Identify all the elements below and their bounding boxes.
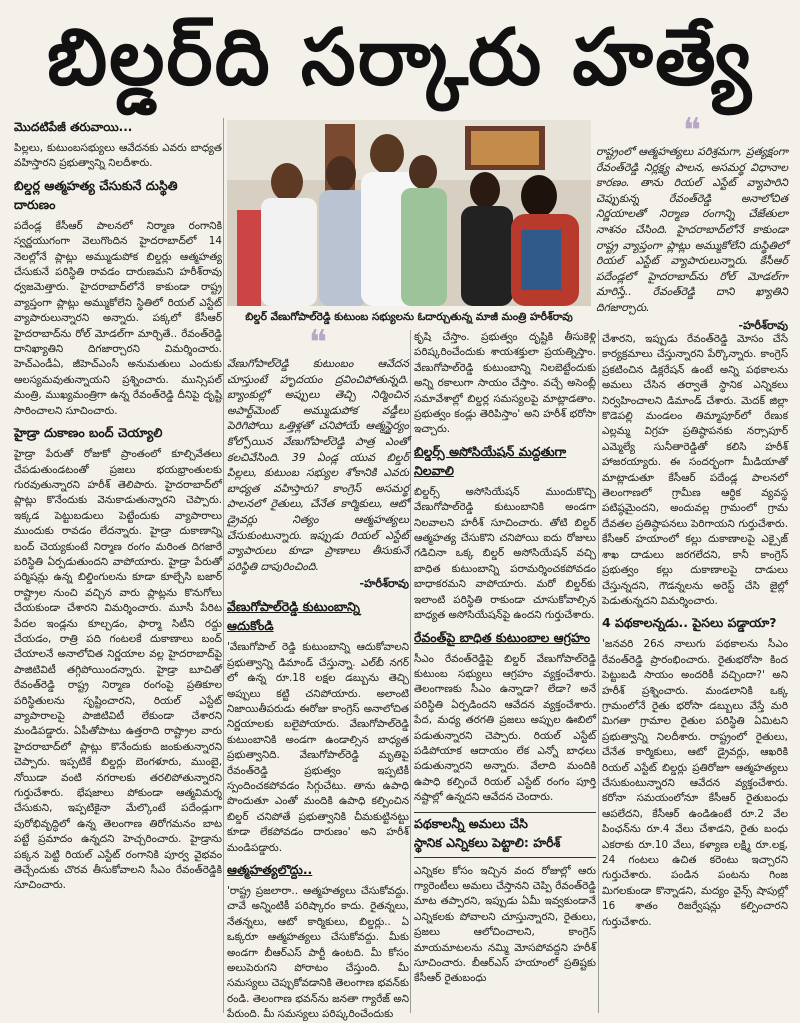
body-paragraph: చేశారని, ఇప్పుడు రేవంత్‌రెడ్డి మోసం చేసే కార్యక్రమాలు చేస్తున్నారని పేర్కొన్నారు. కాంగ్రెస్ ప్రకటించిన డిక్లరేషన్ ఉంటే అన్ని పథకాలను అమలు చేసిన తర్వాతే స్థానిక ఎన్నికలు నిర్వహించాలని డిమాండ్ చేశారు. మెదక్ జిల్లా కొడెపల్లి మండలం తిమ్మాపూర్‌లో రేణుక ఎల్లమ్మ విగ్రహ ప్రతిష్ఠాపనకు నర్సాపూర్ ఎమ్మెల్యే సునీతారెడ్డితో కలిసి హరీశ్ హాజరయ్యారు. ఈ సందర్భంగా మీడియాతో మాట్లాడుతూ కేసీఆర్ పదేండ్ల పాలనలో తెలంగాణలో గ్రామీణ ఆర్థిక వ్యవస్థ పటిష్ఠమైందని, అందువల్ల గ్రామంలో గ్రామ దేవతల ప్రతిష్ఠాపనలు పెరిగాయని గుర్తుచేశారు. కేసీఆర్ హయాంలో కల్లు దుకాణాలపై ఎక్సైజ్ శాఖ దాడులు జరగలేదని, కానీ కాంగ్రెస్ ప్రభుత్వం కల్లు దుకాణాలపై దాడులు చేస్తున్నదని, గౌడన్నలను అరెస్ట్ చేసి జైల్లో పెడుతున్నదని విమర్శించారు.: [602, 333, 788, 607]
subheading: పథకాలన్నీ అమలు చేసి: [414, 815, 528, 831]
news-photo: [227, 120, 591, 306]
column-3: [414, 330, 596, 1013]
body-paragraph: సీఎం రేవంత్‌రెడ్డిపై బిల్డర్ వేణుగోపాల్‌రెడ్డి కుటుంబ సభ్యులు ఆగ్రహం వ్యక్తంచేశారు. తెలంగాణకు సీఎం ఉన్నాడా? లేడా? అనే పరిస్థితి ఏర్పడిందని ఆవేదన వ్యక్తంచేశారు. పేద, మధ్య తరగతి ప్రజలు అప్పుల ఊబిలో పడుతున్నారని చెప్పారు. రియల్ ఎస్టేట్ పడిపోయాక ఆదాయం లేక ఎన్నో బాధలు పడుతున్నారని అన్నారు. వేలాది మందికి ఉపాధి కల్పించే రియల్ ఎస్టేట్ రంగం పూర్తి నష్టాల్లో ఉన్నదని ఆవేదన చెందారు.: [414, 652, 596, 804]
body-paragraph: 'రాష్ట్ర ప్రజలారా.. ఆత్మహత్యలు చేసుకోవద్దు. చావే అన్నింటికీ పరిష్కారం కాదు. రైతన్నలు, నేతన్నలు, ఆటో కార్మికులు, బిల్డర్లు.. ఏ ఒక్కరూ ఆత్మహత్యలు చేసుకోవద్దు. మీకు అండగా బీఆర్ఎస్ పార్టీ ఉంటది. మీ కోసం అలుపెరుగని పోరాటం చేస్తుంది. మీ సమస్యలు చెప్పుకోవడానికి తెలంగాణ భవన్‌కు రండి. తెలంగాణ భవన్‌ను జనతా గ్యారేజ్ అని పేరుంది. మీ సమస్యలు పరిష్కరించేందుకు: [227, 885, 409, 1021]
boxed-subheading: [414, 812, 596, 858]
subheading: ఆత్మహత్యలొద్దు..: [227, 862, 313, 877]
news-photo-illustration: [227, 120, 591, 306]
subheading: రేవంత్‌పై బాధిత కుటుంబాల ఆగ్రహం: [414, 629, 591, 645]
body-paragraph: హైడ్రా పేరుతో రోజుకో ప్రాంతంలో కూల్చివేతలు చేపడుతుండటంతో ప్రజలు భయభ్రాంతులకు గురవుతున్నారని హరీశ్ తెలిపారు. హైదరాబాద్‌లో ప్లాట్లు కొనేందుకు వెనుకాడుతున్నారని చెప్పారు. ఇక్కడ పెట్టుబడులు పెట్టేందుకు వ్యాపారాలు ముందుకు రావడం లేదన్నారు. హైడ్రా దుకాణాన్ని బంద్ చెయ్యకుంటే నిర్మాణ రంగం మరింత దిగజారే పరిస్థితి ఏర్పడుతుందని వాపోయారు. హైడ్రా పేరుతో పర్మిషన్లు ఉన్న బిల్డింగులను కూడా కూల్చేసి బజార్ రాష్ట్రాల నుంచి వచ్చిన వారు ప్లాట్లను కొనుగోలు చేయకుండా చేశారని విమర్శించారు. మూసీ పేరిట పేదల ఇండ్లను కూల్చడం, ఫార్మా సిటీని రద్దు చేయడం, రాత్రి పది గంటలకే దుకాణాలు బంద్ చేయాలనే అనాలోచిత నిర్ణయాల వల్ల హైదరాబాద్‌పై పాజిటివిటీ తగ్గిపోయిందన్నారు. హైడ్రా బూచితో రేవంత్‌రెడ్డి రాష్ట్ర నిర్మాణ రంగంపై ప్రతికూల పరిస్థితులను సృష్టించారని, రియల్ ఎస్టేట్ వ్యాపారాలపై పాజిటివిటీ లేకుండా చేశారని మండిపడ్డారు. ఏపీతోపాటు ఉత్తరాది రాష్ట్రాల వారు హైదరాబాద్‌లో ప్లాట్లు కొనేందుకు జంకుతున్నారని చెప్పారు. ఇప్పటికే బిల్డర్లు బెంగళూరు, ముంబై, నోయిడా వంటి నగరాలకు తరలిపోతున్నారని గుర్తుచేశారు. భేషజాలు పోకుండా ఆత్మవిమర్శ చేసుకుని, ఇప్పటికైనా మేల్కొంటే పదేండ్లుగా పురోభివృద్ధిలో ఉన్న తెలంగాణ తిరోగమనం బాట పట్టే ప్రమాదం ఉన్నదని హెచ్చరించారు. హైడ్రాను పక్కన పెట్టి రియల్ ఎస్టేట్ రంగానికి పూర్వ వైభవం తెచ్చేందుకు చొరవ తీసుకోవాలని సీఎం రేవంత్‌రెడ్డికి సూచించారు.: [14, 448, 222, 892]
body-paragraph: ఎన్నికల కోసం ఇచ్చిన వంద రోజుల్లో ఆరు గ్యారెంటీలు అమలు చేస్తానని చెప్పి రేవంత్‌రెడ్డి మాట తప్పారని, ఇప్పుడు ఏమీ ఇవ్వకుండానే ఎన్నికలకు పోవాలని చూస్తున్నారని, రైతులు, ప్రజలు ఆలోచించాలని, కాంగ్రెస్ మాయమాటలను నమ్మి మోసపోవద్దని హరీశ్ సూచించారు. బీఆర్ఎస్ హయాంలో ప్రతిష్టకు కేసీఆర్ రైతుబంధు: [414, 864, 596, 985]
pull-quote-byline: -హరీశ్‌రావు: [738, 318, 788, 332]
pull-quote-text: వేణుగోపాల్‌రెడ్డి కుటుంబం ఆవేదన చూస్తుంటే హృదయం ద్రవించిపోతున్నది. బ్యాంకుల్లో అప్పులు తెచ్చి నిర్మించిన అపార్ట్‌మెంట్ అమ్ముడుపోక వడ్డీలు పెరిగిపోయి ఒత్తిళ్లతో చనిపోయే ఆత్మస్థైర్యం కోల్పోయిన వేణుగోపాల్‌రెడ్డి పాత్ర ఎంతో కలచివేసింది. 39 ఏండ్ల యువ బిల్డర్ పిల్లలు, కుటుంబ సభ్యుల శోకానికి ఎవరు బాధ్యత వహిస్తారు? కాంగ్రెస్ అసమర్థ పాలనలో రైతులు, చేనేత కార్మికులు, ఆటో డ్రైవర్లు నిత్యం ఆత్మహత్యలు చేసుకుంటున్నారు. ఇప్పుడు రియల్ ఎస్టేట్ వ్యాపారులు కూడా ప్రాణాలు తీసుకునే పరిస్థితి దాపురించింది.: [227, 357, 409, 573]
column-4: [602, 332, 788, 1013]
quote-icon: ❝: [682, 111, 702, 151]
photo-caption: బిల్డర్ వేణుగోపాల్‌రెడ్డి కుటుంబ సభ్యులను ఓదార్చుతున్న మాజీ మంత్రి హరీశ్‌రావు: [245, 311, 573, 323]
pull-quote-byline: -హరీశ్‌రావు: [359, 577, 409, 591]
subheading: బిల్డర్స్ అసోసియేషన్ మద్దతుగా నిలవాలి: [414, 443, 567, 478]
kicker: మొదటిపేజీ తరువాయి...: [14, 120, 133, 134]
body-paragraph: బిల్డర్స్ అసోసియేషన్ ముందుకొచ్చి వేణుగోపాల్‌రెడ్డి కుటుంబానికి అండగా నిలవాలని హరీశ్ సూచించారు. తోటి బిల్డర్ ఆత్మహత్య చేసుకొని చనిపోయి ఐదు రోజులు గడిచినా ఒక్క బిల్డర్ అసోసియేషన్ వచ్చి బాధిత కుటుంబాన్ని పరామర్శించకపోవడం బాధాకరమని వాపోయారు. మరో బిల్డర్‌కు ఇలాంటి పరిస్థితి రాకుండా చూసుకోవాల్సిన బాధ్యత అసోసియేషన్‌పై ఉందని గుర్తుచేశారు.: [414, 485, 596, 622]
pull-quote-text: రాష్ట్రంలో ఆత్మహత్యలు పరిశ్రమగా, ప్రత్యక్షంగా రేవంత్‌రెడ్డి నిర్లక్ష్య పాలన, అసమర్థ విధానాల కారణం. తాను రియల్ ఎస్టేట్ వ్యాపారిని చెప్పుకున్న రేవంత్‌రెడ్డి అనాలోచిత నిర్ణయాలతో నిర్మాణ రంగాన్ని చేజేతులా నాశనం చేసింది. హైదరాబాద్‌లోనే కాకుండా రాష్ట్ర వ్యాప్తంగా ప్లాట్లు అమ్ముకోలేని దుస్థితిలో రియల్ ఎస్టేట్ వ్యాపారులున్నారు. కేసీఆర్ పదేండ్లలో హైదరాబాద్‌ను రోల్ మోడల్‌గా మారిస్తే.. రేవంత్‌రెడ్డి దాని ఖ్యాతిని దిగజార్చారు.: [596, 145, 788, 314]
headline: బిల్డర్‌ది సర్కారు హత్యే: [46, 13, 753, 103]
column-rule: [598, 330, 599, 1013]
subheading: వేణుగోపాల్‌రెడ్డి కుటుంబాన్ని ఆదుకోండి: [227, 599, 360, 634]
pull-quote-box: [596, 111, 788, 332]
column-rule: [410, 330, 411, 1013]
column-1: [14, 118, 222, 1013]
subheading: హైడ్రా దుకాణం బంద్ చెయ్యాలి: [14, 425, 163, 441]
subheading: బిల్డర్ల ఆత్మహత్య చేసుకునే దుస్థితి దారుణం: [14, 177, 178, 212]
column-rule: [223, 118, 224, 1013]
intro-paragraph: పిల్లలు, కుటుంబసభ్యులు ఆవేదనకు ఎవరు బాధ్యత వహిస్తారని ప్రభుత్వాన్ని నిలదీశారు.: [14, 142, 222, 170]
subheading: 4 పథకాలన్నడు.. పైసలు పడ్డాయా?: [602, 615, 777, 631]
body-paragraph: 'జనవరి 26న నాలుగు పథకాలను సీఎం రేవంత్‌రెడ్డి ప్రారంభించారు. రైతుభరోసా కింద పెట్టుబడి సాయం అందరికీ వచ్చిందా?' అని హరీశ్ ప్రశ్నించారు. మండలానికి ఒక్క గ్రామంలోనే రైతు భరోసా డబ్బులు వేస్తే మరి మిగతా గ్రామాల రైతుల పరిస్థితి ఏమిటని ప్రభుత్వాన్ని నిలదీశారు. రాష్ట్రంలో రైతులు, చేనేత కార్మికులు, ఆటో డ్రైవర్లు, ఆఖరికి రియల్ ఎస్టేట్ బిల్డర్లు ప్రతిరోజూ ఆత్మహత్యలు చేసుకుంటున్నారని ఆవేదన వ్యక్తంచేశారు. కరోనా సమయంలోనూ కేసీఆర్ రైతుబంధు ఆపలేదని, కేసీఆర్ ఉండిఉంటే రూ.2 వేల పింఛన్‌ను రూ.4 వేలు చేశాడని, రైతు బంధు ఎకరాకు రూ.10 వేలు, కళ్యాణ లక్ష్మి రూ.లక్ష, 24 గంటలు ఉచిత కరెంటు ఇచ్చారని గుర్తుచేశారు. పండిన పంటను గింజ మిగలకుండా కొన్నాడని, మద్యం వైన్స్ షాపుల్లో 16 శాతం రిజర్వేషన్లు కల్పించారని గుర్తుచేశారు.: [602, 638, 788, 928]
body-paragraph: 'వేణుగోపాల్ రెడ్డి కుటుంబాన్ని ఆదుకోవాలని ప్రభుత్వాన్ని డిమాండ్ చేస్తున్నా. ఎల్‌బీ నగర్ లో ఉన్న రూ.18 లక్షల డబ్బును తెచ్చి అప్పులు కట్టి చనిపోయారు. అలాంటి నిజాయితీపరుడు ఈరోజు కాంగ్రెస్ అనాలోచిత నిర్ణయాలకు బలైపోయారు. వేణుగోపాల్‌రెడ్డి కుటుంబానికి అండగా ఉండాల్సిన బాధ్యత ప్రభుత్వానిది. వేణుగోపాల్‌రెడ్డి మృతిపై రేవంత్‌రెడ్డి ప్రభుత్వం ఇప్పటికీ స్పందించకపోవడం సిగ్గుచేటు. తాను ఉపాధి పొందుతూ ఎంతో మందికి ఉపాధి కల్పించిన బిల్డర్ చనిపోతే ప్రభుత్వానికి చీమకుట్టినట్టు కూడా లేకపోవడం దారుణం' అని హరీశ్ మండిపడ్డారు.: [227, 641, 409, 854]
subheading: స్థానిక ఎన్నికలు పెట్టాలి: హరీశ్: [414, 834, 561, 850]
quote-icon: ❝: [308, 323, 328, 363]
body-paragraph: కృషి చేస్తాం. ప్రభుత్వం దృష్టికి తీసుకెళ్లి పరిష్కరించేందుకు శాయశక్తులా ప్రయత్నిస్తాం. వేణుగోపాల్‌రెడ్డి కుటుంబాన్ని నిలబెట్టేందుకు అన్ని రకాలుగా సాయం చేస్తాం. వచ్చే అసెంబ్లీ సమావేశాల్లో బిల్డర్ల సమస్యలపై మాట్లాడతాం. ప్రభుత్వం కండ్లు తెరిపిస్తాం' అని హరీశ్ భరోసా ఇచ్చారు.: [414, 331, 596, 436]
column-2: [227, 323, 409, 1021]
body-paragraph: పదేండ్ల కేసీఆర్ పాలనలో నిర్మాణ రంగానికి స్వర్ణయుగంగా వెలుగొందిన హైదరాబాద్‌లో 14 నెలల్లోనే ప్లాట్లు అమ్ముడుపోక బిల్డర్లు ఆత్మహత్య చేసుకునే పరిస్థితి రావడం దారుణమని హరీశ్‌రావు ధ్వజమెత్తారు. హైదరాబాద్‌లోనే కాకుండా రాష్ట్ర వ్యాప్తంగా ప్లాట్లు అమ్ముకోలేని స్థితిలో రియల్ ఎస్టేట్ వ్యాపారులున్నారని అన్నారు. పక్కలో కేసీఆర్ హైదరాబాద్‌ను రోల్ మోడల్‌గా మార్చితే.. రేవంత్‌రెడ్డి దానిఖ్యాతిని దిగజార్చారని విమర్శించారు. హెచ్ఎండీఏ, జీహెచ్ఎంసీ అనుమతులు ఎందుకు ఆలస్యమవుతున్నాయని ప్రశ్నించారు. మున్సిపల్ మంత్రి, ముఖ్యమంత్రిగా ఉన్న రేవంత్‌రెడ్డి దీనిపై దృష్టి సారించాలని సూచించారు.: [14, 219, 222, 417]
